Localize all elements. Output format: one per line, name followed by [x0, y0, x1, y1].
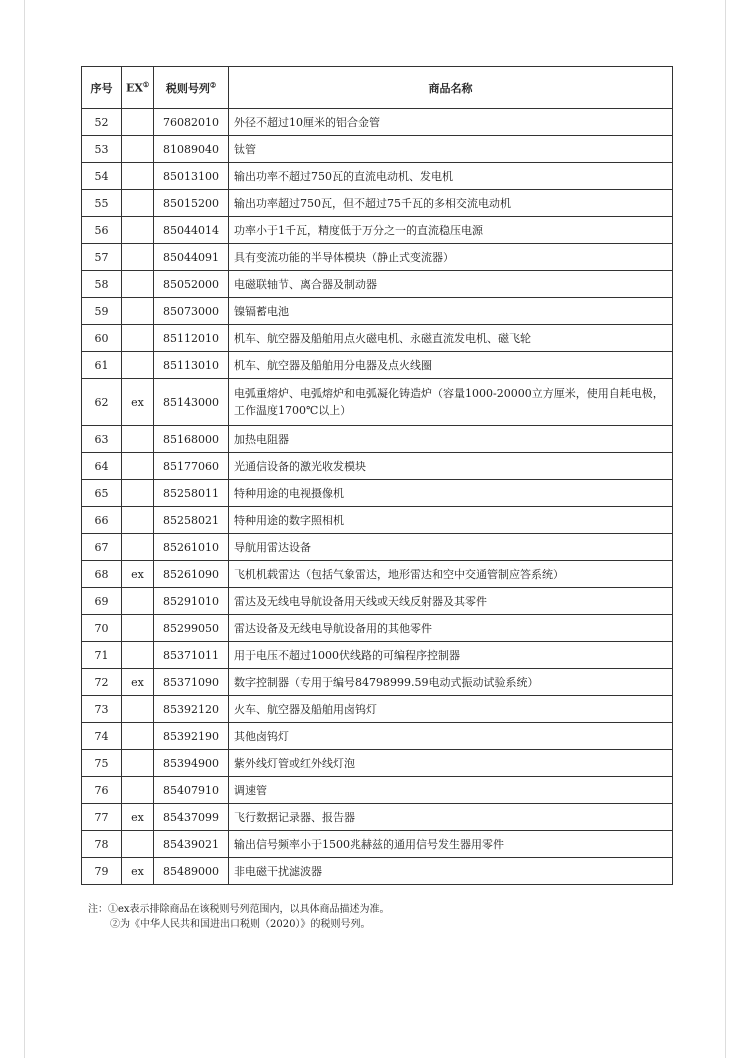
- row-name: 飞行数据记录器、报告器: [229, 804, 673, 831]
- row-code: 85044091: [154, 244, 229, 271]
- row-name: 外径不超过10厘米的铝合金管: [229, 109, 673, 136]
- tariff-table: [81, 66, 673, 885]
- row-seq: 67: [82, 534, 122, 561]
- row-seq: 77: [82, 804, 122, 831]
- table-row: [82, 453, 673, 480]
- row-name: 机车、航空器及船舶用分电器及点火线圈: [229, 352, 673, 379]
- row-ex: [122, 831, 154, 858]
- row-ex: [122, 480, 154, 507]
- row-code: 85015200: [154, 190, 229, 217]
- table-row: [82, 109, 673, 136]
- row-code: 85291010: [154, 588, 229, 615]
- table-row: [82, 217, 673, 244]
- row-ex: ex: [122, 858, 154, 885]
- row-seq: 79: [82, 858, 122, 885]
- table-row: [82, 190, 673, 217]
- row-name: 雷达及无线电导航设备用天线或天线反射器及其零件: [229, 588, 673, 615]
- row-ex: [122, 453, 154, 480]
- row-code: 85143000: [154, 379, 229, 426]
- row-seq: 62: [82, 379, 122, 426]
- header-name: 商品名称: [229, 67, 673, 109]
- row-seq: 65: [82, 480, 122, 507]
- table-row: [82, 352, 673, 379]
- row-code: 85394900: [154, 750, 229, 777]
- row-name: 输出信号频率小于1500兆赫兹的通用信号发生器用零件: [229, 831, 673, 858]
- row-name: 数字控制器（专用于编号84798999.59电动式振动试验系统）: [229, 669, 673, 696]
- table-row: [82, 426, 673, 453]
- row-seq: 76: [82, 777, 122, 804]
- row-code: 85371090: [154, 669, 229, 696]
- row-seq: 68: [82, 561, 122, 588]
- row-name: 其他卤钨灯: [229, 723, 673, 750]
- footnotes: [88, 902, 390, 932]
- row-code: 85258011: [154, 480, 229, 507]
- row-seq: 72: [82, 669, 122, 696]
- row-ex: [122, 615, 154, 642]
- row-code: 85013100: [154, 163, 229, 190]
- row-ex: [122, 136, 154, 163]
- row-name: 调速管: [229, 777, 673, 804]
- table-row: [82, 379, 673, 426]
- row-seq: 75: [82, 750, 122, 777]
- table-row: [82, 163, 673, 190]
- row-ex: [122, 507, 154, 534]
- table-row: [82, 244, 673, 271]
- row-code: 85489000: [154, 858, 229, 885]
- row-ex: ex: [122, 561, 154, 588]
- row-code: 85261010: [154, 534, 229, 561]
- table-row: [82, 534, 673, 561]
- row-seq: 71: [82, 642, 122, 669]
- row-name: 光通信设备的激光收发模块: [229, 453, 673, 480]
- row-name: 电磁联轴节、离合器及制动器: [229, 271, 673, 298]
- row-ex: ex: [122, 804, 154, 831]
- table-row: [82, 615, 673, 642]
- row-name: 功率小于1千瓦，精度低于万分之一的直流稳压电源: [229, 217, 673, 244]
- row-seq: 64: [82, 453, 122, 480]
- row-code: 85044014: [154, 217, 229, 244]
- row-name: 输出功率超过750瓦，但不超过75千瓦的多相交流电动机: [229, 190, 673, 217]
- table-body: [82, 109, 673, 885]
- row-code: 85052000: [154, 271, 229, 298]
- row-seq: 54: [82, 163, 122, 190]
- table-row: [82, 507, 673, 534]
- table-row: [82, 669, 673, 696]
- row-ex: [122, 750, 154, 777]
- table-row: [82, 804, 673, 831]
- row-name: 用于电压不超过1000伏线路的可编程序控制器: [229, 642, 673, 669]
- table-row: [82, 561, 673, 588]
- row-name: 镍镉蓄电池: [229, 298, 673, 325]
- table-row: [82, 588, 673, 615]
- row-seq: 70: [82, 615, 122, 642]
- row-code: 85261090: [154, 561, 229, 588]
- row-seq: 61: [82, 352, 122, 379]
- row-ex: [122, 777, 154, 804]
- header-code: 税则号列②: [154, 67, 229, 109]
- row-code: 76082010: [154, 109, 229, 136]
- footnote-1: 注：①ex表示排除商品在该税则号列范围内，以具体商品描述为准。: [88, 904, 390, 915]
- row-ex: [122, 190, 154, 217]
- row-ex: [122, 426, 154, 453]
- row-name: 特种用途的数字照相机: [229, 507, 673, 534]
- table-row: [82, 696, 673, 723]
- row-seq: 66: [82, 507, 122, 534]
- footnote-2: ②为《中华人民共和国进出口税则（2020）》的税则号列。: [110, 919, 371, 930]
- row-seq: 60: [82, 325, 122, 352]
- row-code: 81089040: [154, 136, 229, 163]
- row-name: 紫外线灯管或红外线灯泡: [229, 750, 673, 777]
- row-seq: 53: [82, 136, 122, 163]
- row-ex: [122, 534, 154, 561]
- row-seq: 78: [82, 831, 122, 858]
- table-row: [82, 480, 673, 507]
- row-seq: 59: [82, 298, 122, 325]
- table-row: [82, 831, 673, 858]
- row-code: 85392120: [154, 696, 229, 723]
- row-seq: 63: [82, 426, 122, 453]
- table-row: [82, 271, 673, 298]
- table-row: [82, 723, 673, 750]
- row-ex: [122, 723, 154, 750]
- table-row: [82, 325, 673, 352]
- header-seq: 序号: [82, 67, 122, 109]
- table-row: [82, 298, 673, 325]
- row-name: 电弧重熔炉、电弧熔炉和电弧凝化铸造炉（容量1000-20000立方厘米，使用自耗电极，工作温度1700℃以上）: [229, 379, 673, 426]
- row-ex: [122, 244, 154, 271]
- row-code: 85407910: [154, 777, 229, 804]
- row-name: 加热电阻器: [229, 426, 673, 453]
- row-ex: [122, 325, 154, 352]
- row-code: 85113010: [154, 352, 229, 379]
- row-ex: [122, 696, 154, 723]
- row-code: 85439021: [154, 831, 229, 858]
- row-seq: 69: [82, 588, 122, 615]
- row-code: 85073000: [154, 298, 229, 325]
- row-ex: [122, 588, 154, 615]
- table-row: [82, 642, 673, 669]
- row-code: 85177060: [154, 453, 229, 480]
- row-name: 导航用雷达设备: [229, 534, 673, 561]
- row-code: 85112010: [154, 325, 229, 352]
- row-ex: ex: [122, 669, 154, 696]
- table-row: [82, 858, 673, 885]
- row-ex: [122, 642, 154, 669]
- row-ex: [122, 298, 154, 325]
- row-name: 机车、航空器及船舶用点火磁电机、永磁直流发电机、磁飞轮: [229, 325, 673, 352]
- header-ex: EX①: [122, 67, 154, 109]
- row-seq: 56: [82, 217, 122, 244]
- table-row: [82, 777, 673, 804]
- table-row: [82, 750, 673, 777]
- row-seq: 73: [82, 696, 122, 723]
- row-code: 85299050: [154, 615, 229, 642]
- row-code: 85392190: [154, 723, 229, 750]
- row-seq: 57: [82, 244, 122, 271]
- row-code: 85437099: [154, 804, 229, 831]
- row-ex: [122, 109, 154, 136]
- row-ex: [122, 217, 154, 244]
- row-seq: 58: [82, 271, 122, 298]
- row-seq: 55: [82, 190, 122, 217]
- row-name: 火车、航空器及船舶用卤钨灯: [229, 696, 673, 723]
- row-ex: [122, 163, 154, 190]
- table-header-row: [82, 67, 673, 109]
- row-name: 飞机机载雷达（包括气象雷达，地形雷达和空中交通管制应答系统）: [229, 561, 673, 588]
- row-name: 具有变流功能的半导体模块（静止式变流器）: [229, 244, 673, 271]
- row-name: 钛管: [229, 136, 673, 163]
- row-name: 非电磁干扰滤波器: [229, 858, 673, 885]
- row-seq: 74: [82, 723, 122, 750]
- row-code: 85371011: [154, 642, 229, 669]
- row-ex: ex: [122, 379, 154, 426]
- row-ex: [122, 271, 154, 298]
- table-row: [82, 136, 673, 163]
- row-code: 85168000: [154, 426, 229, 453]
- row-name: 雷达设备及无线电导航设备用的其他零件: [229, 615, 673, 642]
- row-ex: [122, 352, 154, 379]
- row-name: 特种用途的电视摄像机: [229, 480, 673, 507]
- row-seq: 52: [82, 109, 122, 136]
- row-name: 输出功率不超过750瓦的直流电动机、发电机: [229, 163, 673, 190]
- row-code: 85258021: [154, 507, 229, 534]
